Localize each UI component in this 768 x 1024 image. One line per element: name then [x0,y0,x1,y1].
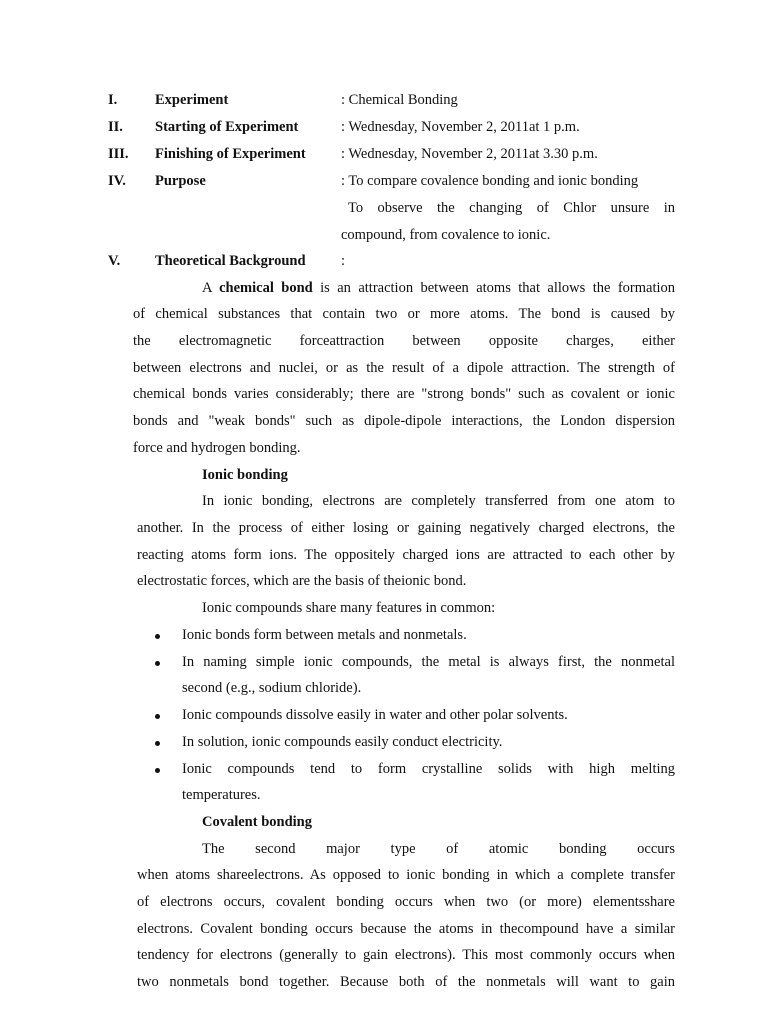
row-value: : Wednesday, November 2, 2011at 3.30 p.m. [341,146,598,162]
row-numeral: I. [108,92,118,108]
row-value: : Wednesday, November 2, 2011at 1 p.m. [341,119,580,135]
list-item: Ionic bonds form between metals and nonmetals. [182,627,467,643]
paragraph-line: two nonmetals bond together. Because both of the nonmetals will want to gain [137,974,675,990]
paragraph-line: bonds and "weak bonds" such as dipole-dipole interactions, the London dispersion [133,413,675,429]
row-value: : Chemical Bonding [341,92,458,108]
paragraph-line: tendency for electrons (generally to gain electrons). This most commonly occurs when [137,947,675,963]
paragraph-line: the electromagnetic forceattraction between opposite charges, either [133,333,675,349]
row-value: : To compare covalence bonding and ionic bonding [341,173,639,189]
row-numeral: II. [108,119,123,135]
row-label: Experiment [155,92,229,108]
paragraph-line: when atoms shareelectrons. As opposed to ionic bonding in which a complete transfer [137,867,675,883]
list-item-continuation: second (e.g., sodium chloride). [182,680,362,696]
paragraph-line: of chemical substances that contain two or more atoms. The bond is caused by [133,306,675,322]
paragraph-line: electrostatic forces, which are the basis of theionic bond. [137,573,467,589]
paragraph-line: chemical bonds varies considerably; there are "strong bonds" such as covalent or ionic [133,386,675,402]
row-label: Purpose [155,173,206,189]
paragraph-line: between electrons and nuclei, or as the result of a dipole attraction. The strength of [133,360,675,376]
bullet-icon [155,714,163,722]
row-numeral: IV. [108,173,126,189]
purpose-continuation: To observe the changing of Chlor unsure in [348,200,675,216]
features-intro: Ionic compounds share many features in common: [202,600,496,616]
bullet-icon [155,634,163,642]
paragraph-lead: The second major type of atomic bonding occurs [202,841,675,857]
bullet-icon [155,661,163,669]
list-item: Ionic compounds dissolve easily in water and other polar solvents. [182,707,568,723]
bullet-icon [155,741,163,749]
paragraph-line: reacting atoms form ions. The oppositely charged ions are attracted to each other by [137,547,675,563]
paragraph-line: electrons. Covalent bonding occurs because the atoms in thecompound have a similar [137,921,675,937]
purpose-continuation-end: compound, from covalence to ionic. [341,227,551,243]
subsection-heading: Covalent bonding [202,814,312,830]
paragraph-line: another. In the process of either losing or gaining negatively charged electrons, the [137,520,675,536]
section-colon: : [341,253,346,269]
paragraph-line: of electrons occurs, covalent bonding occurs when two (or more) elementsshare [137,894,675,910]
row-label: Starting of Experiment [155,119,299,135]
section-heading: Theoretical Background [155,253,306,269]
paragraph-line: force and hydrogen bonding. [133,440,301,456]
bullet-icon [155,768,163,776]
list-item-continuation: temperatures. [182,787,261,803]
subsection-heading: Ionic bonding [202,467,288,483]
paragraph-lead: A chemical bond is an attraction between atoms that allows the formation [202,280,676,296]
list-item: In solution, ionic compounds easily conduct electricity. [182,734,503,750]
section-numeral: V. [108,253,121,269]
row-label: Finishing of Experiment [155,146,306,162]
list-item: Ionic compounds tend to form crystalline solids with high melting [182,761,675,777]
row-numeral: III. [108,146,129,162]
paragraph-lead: In ionic bonding, electrons are completely transferred from one atom to [202,493,675,509]
list-item: In naming simple ionic compounds, the metal is always first, the nonmetal [182,654,675,670]
